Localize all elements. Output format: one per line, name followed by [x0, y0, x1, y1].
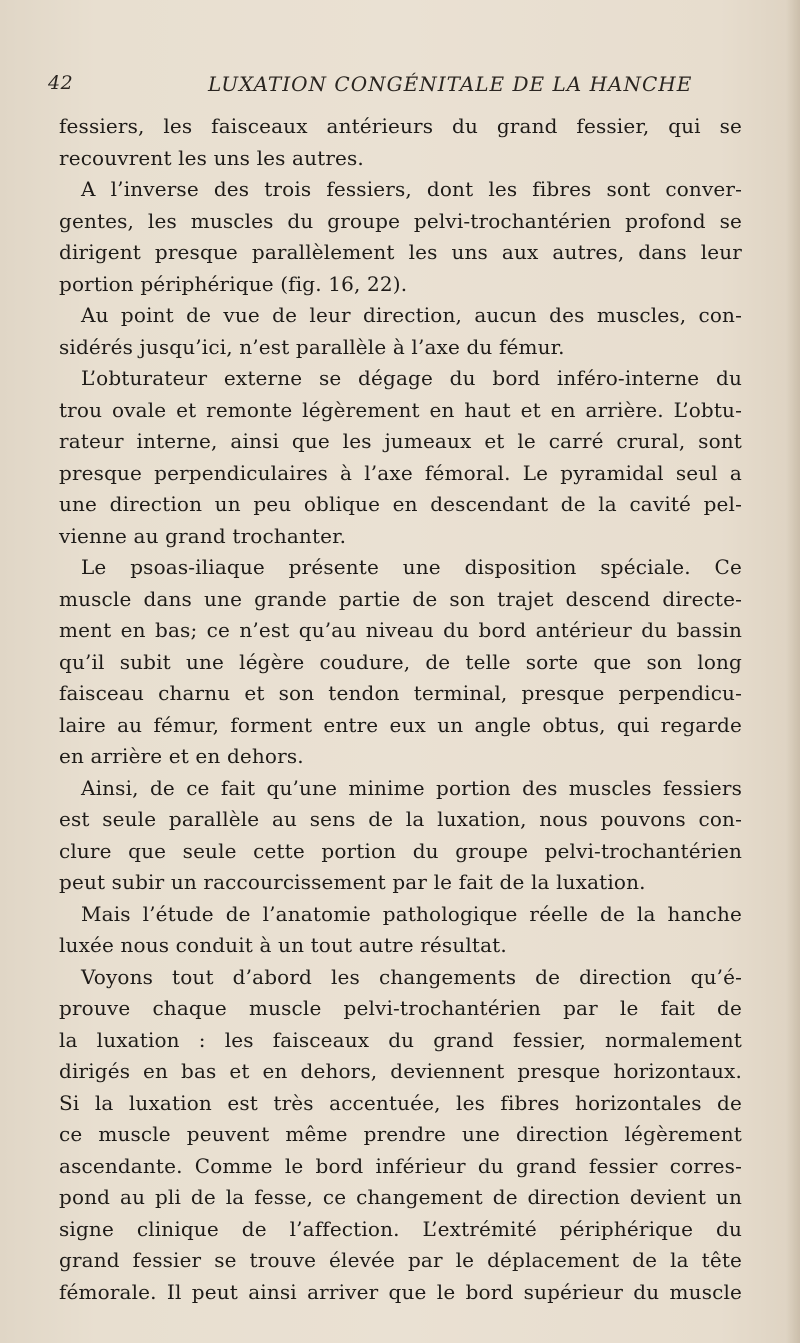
- text-line: dirigés en bas et en dehors, deviennent presque horizontaux.: [59, 1059, 742, 1083]
- page-number: 42: [48, 72, 74, 94]
- text-line: prouve chaque muscle pelvi-trochantérien par le fait de: [59, 996, 742, 1020]
- text-line: ce muscle peuvent même prendre une direction légèrement: [59, 1122, 742, 1146]
- text-line: signe clinique de l’affection. L’extrémité périphérique du: [59, 1216, 742, 1241]
- text-line: recouvrent les uns les autres.: [59, 145, 364, 170]
- text-line: une direction un peu oblique en descendant de la cavité pel-: [59, 492, 742, 516]
- text-line: presque perpendiculaires à l’axe fémoral. Le pyramidal seul a: [59, 460, 742, 485]
- text-line: trou ovale et remonte légèrement en haut et en arrière. L’obtu-: [59, 397, 742, 422]
- text-line: en arrière et en dehors.: [59, 744, 304, 768]
- page-edge-shadow: [786, 0, 800, 1343]
- text-line: est seule parallèle au sens de la luxation, nous pouvons con-: [59, 807, 742, 831]
- text-line: qu’il subit une légère coudure, de telle sorte que son long: [59, 649, 742, 674]
- text-line: laire au fémur, forment entre eux un angle obtus, qui regarde: [59, 712, 742, 737]
- text-line: Ainsi, de ce fait qu’une minime portion des muscles fessiers: [81, 775, 742, 800]
- text-line: L’obturateur externe se dégage du bord inféro-interne du: [81, 366, 742, 390]
- text-line: fémorale. Il peut ainsi arriver que le bord supérieur du muscle: [59, 1279, 742, 1304]
- text-line: Au point de vue de leur direction, aucun des muscles, con-: [81, 303, 742, 327]
- text-line: portion périphérique (fig. 16, 22).: [59, 271, 408, 296]
- running-title: LUXATION CONGÉNITALE DE LA HANCHE: [208, 72, 693, 96]
- text-line: Si la luxation est très accentuée, les fibres horizontales de: [59, 1090, 742, 1115]
- text-line: clure que seule cette portion du groupe pelvi-trochantérien: [59, 838, 742, 863]
- text-line: peut subir un raccourcissement par le fait de la luxation.: [59, 870, 646, 894]
- text-line: Le psoas-iliaque présente une disposition spéciale. Ce: [81, 555, 742, 579]
- text-line: vienne au grand trochanter.: [59, 523, 347, 548]
- text-line: fessiers, les faisceaux antérieurs du grand fessier, qui se: [59, 114, 742, 138]
- text-line: la luxation : les faisceaux du grand fessier, normalement: [59, 1027, 742, 1052]
- text-line: dirigent presque parallèlement les uns aux autres, dans leur: [59, 240, 742, 264]
- text-line: ascendante. Comme le bord inférieur du grand fessier corres-: [59, 1153, 742, 1178]
- text-line: Mais l’étude de l’anatomie pathologique réelle de la hanche: [81, 901, 742, 926]
- text-line: Voyons tout d’abord les changements de direction qu’é-: [81, 964, 742, 989]
- body-text: [59, 111, 742, 1308]
- text-line: rateur interne, ainsi que les jumeaux et le carré crural, sont: [59, 429, 742, 453]
- text-line: ment en bas; ce n’est qu’au niveau du bord antérieur du bassin: [59, 618, 742, 642]
- text-line: muscle dans une grande partie de son trajet descend directe-: [59, 586, 742, 611]
- text-line: sidérés jusqu’ici, n’est parallèle à l’axe du fémur.: [59, 334, 565, 359]
- running-head: [48, 72, 738, 102]
- text-line: A l’inverse des trois fessiers, dont les fibres sont conver-: [81, 177, 742, 201]
- text-line: faisceau charnu et son tendon terminal, presque perpendicu-: [59, 681, 742, 705]
- text-line: grand fessier se trouve élevée par le déplacement de la tête: [59, 1248, 742, 1272]
- text-line: gentes, les muscles du groupe pelvi-trochantérien profond se: [59, 208, 742, 233]
- text-line: luxée nous conduit à un tout autre résultat.: [59, 933, 507, 957]
- text-line: pond au pli de la fesse, ce changement de direction devient un: [59, 1185, 742, 1209]
